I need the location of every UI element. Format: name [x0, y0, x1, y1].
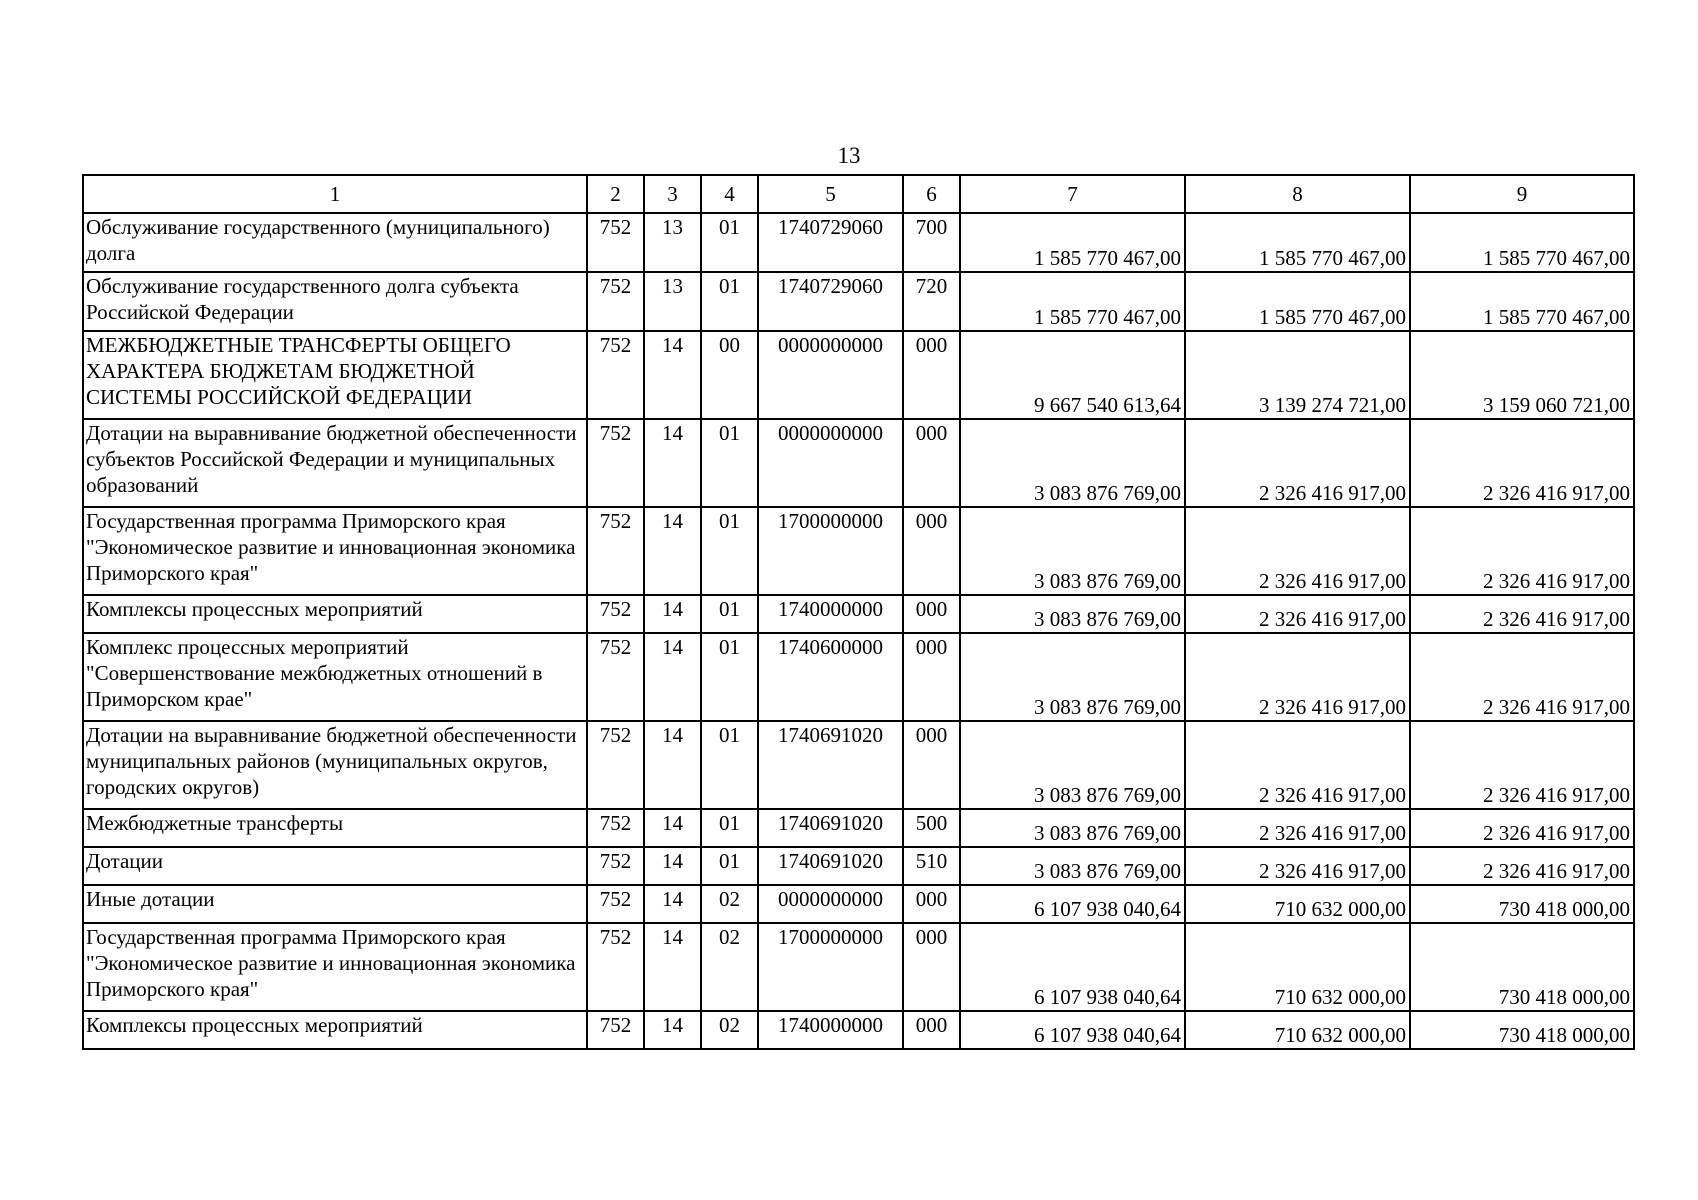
cell-amount-col9: 1 585 770 467,00	[1410, 213, 1634, 272]
cell-amount-col8: 2 326 416 917,00	[1185, 721, 1410, 809]
cell-ministry-code: 752	[587, 331, 644, 419]
cell-amount-col9: 1 585 770 467,00	[1410, 272, 1634, 331]
cell-subsection: 01	[701, 507, 758, 595]
row-name: Комплексы процессных мероприятий	[83, 1011, 587, 1049]
column-header: 7	[960, 175, 1185, 213]
cell-ministry-code: 752	[587, 885, 644, 923]
row-name: Дотации на выравнивание бюджетной обеспеченности муниципальных районов (муниципальных округов, городских округов)	[83, 721, 587, 809]
cell-amount-col9: 2 326 416 917,00	[1410, 721, 1634, 809]
cell-ministry-code: 752	[587, 923, 644, 1011]
cell-amount-col9: 2 326 416 917,00	[1410, 633, 1634, 721]
cell-amount-col7: 6 107 938 040,64	[960, 923, 1185, 1011]
cell-section: 13	[644, 272, 701, 331]
cell-ministry-code: 752	[587, 809, 644, 847]
cell-ministry-code: 752	[587, 419, 644, 507]
cell-amount-col8: 2 326 416 917,00	[1185, 633, 1410, 721]
cell-subsection: 01	[701, 633, 758, 721]
cell-amount-col7: 3 083 876 769,00	[960, 633, 1185, 721]
cell-expense-type: 000	[903, 331, 960, 419]
cell-target-article: 1740729060	[758, 272, 903, 331]
cell-amount-col7: 9 667 540 613,64	[960, 331, 1185, 419]
cell-subsection: 01	[701, 847, 758, 885]
cell-expense-type: 500	[903, 809, 960, 847]
row-name: Комплекс процессных мероприятий "Совершенствование межбюджетных отношений в Приморском крае"	[83, 633, 587, 721]
cell-expense-type: 000	[903, 885, 960, 923]
cell-section: 14	[644, 595, 701, 633]
cell-amount-col8: 2 326 416 917,00	[1185, 595, 1410, 633]
cell-subsection: 01	[701, 809, 758, 847]
cell-ministry-code: 752	[587, 213, 644, 272]
cell-expense-type: 000	[903, 1011, 960, 1049]
cell-amount-col9: 2 326 416 917,00	[1410, 419, 1634, 507]
cell-subsection: 01	[701, 721, 758, 809]
cell-ministry-code: 752	[587, 272, 644, 331]
cell-amount-col9: 2 326 416 917,00	[1410, 507, 1634, 595]
cell-amount-col7: 3 083 876 769,00	[960, 419, 1185, 507]
cell-amount-col7: 3 083 876 769,00	[960, 847, 1185, 885]
cell-ministry-code: 752	[587, 1011, 644, 1049]
cell-amount-col7: 3 083 876 769,00	[960, 721, 1185, 809]
column-header: 5	[758, 175, 903, 213]
column-header: 6	[903, 175, 960, 213]
cell-expense-type: 000	[903, 419, 960, 507]
cell-section: 13	[644, 213, 701, 272]
cell-amount-col8: 2 326 416 917,00	[1185, 507, 1410, 595]
cell-amount-col8: 710 632 000,00	[1185, 885, 1410, 923]
cell-expense-type: 510	[903, 847, 960, 885]
table-row	[83, 885, 1634, 923]
cell-amount-col9: 2 326 416 917,00	[1410, 847, 1634, 885]
cell-target-article: 1740000000	[758, 1011, 903, 1049]
cell-amount-col8: 1 585 770 467,00	[1185, 272, 1410, 331]
cell-target-article: 1700000000	[758, 507, 903, 595]
cell-amount-col7: 6 107 938 040,64	[960, 885, 1185, 923]
cell-target-article: 0000000000	[758, 885, 903, 923]
table-row	[83, 272, 1634, 331]
cell-target-article: 1740691020	[758, 809, 903, 847]
cell-ministry-code: 752	[587, 595, 644, 633]
cell-amount-col7: 1 585 770 467,00	[960, 213, 1185, 272]
cell-subsection: 02	[701, 1011, 758, 1049]
cell-amount-col8: 2 326 416 917,00	[1185, 847, 1410, 885]
cell-subsection: 01	[701, 272, 758, 331]
row-name: Комплексы процессных мероприятий	[83, 595, 587, 633]
column-header: 3	[644, 175, 701, 213]
cell-ministry-code: 752	[587, 721, 644, 809]
cell-target-article: 1700000000	[758, 923, 903, 1011]
cell-subsection: 01	[701, 419, 758, 507]
row-name: Дотации	[83, 847, 587, 885]
row-name: Государственная программа Приморского края "Экономическое развитие и инновационная экономика Приморского края"	[83, 923, 587, 1011]
column-header: 9	[1410, 175, 1634, 213]
cell-subsection: 00	[701, 331, 758, 419]
table-row	[83, 213, 1634, 272]
cell-expense-type: 700	[903, 213, 960, 272]
table-row	[83, 1011, 1634, 1049]
cell-section: 14	[644, 419, 701, 507]
table-row	[83, 809, 1634, 847]
cell-section: 14	[644, 507, 701, 595]
cell-amount-col7: 1 585 770 467,00	[960, 272, 1185, 331]
cell-expense-type: 000	[903, 507, 960, 595]
cell-target-article: 1740600000	[758, 633, 903, 721]
cell-amount-col9: 2 326 416 917,00	[1410, 595, 1634, 633]
table-row	[83, 419, 1634, 507]
cell-target-article: 1740691020	[758, 721, 903, 809]
row-name: Иные дотации	[83, 885, 587, 923]
cell-expense-type: 000	[903, 633, 960, 721]
cell-target-article: 1740729060	[758, 213, 903, 272]
header-row	[83, 175, 1634, 213]
column-header: 8	[1185, 175, 1410, 213]
cell-target-article: 1740000000	[758, 595, 903, 633]
cell-amount-col8: 710 632 000,00	[1185, 1011, 1410, 1049]
cell-section: 14	[644, 847, 701, 885]
cell-expense-type: 000	[903, 721, 960, 809]
cell-ministry-code: 752	[587, 847, 644, 885]
cell-section: 14	[644, 923, 701, 1011]
page-number: 13	[837, 143, 861, 168]
cell-section: 14	[644, 721, 701, 809]
table-row	[83, 923, 1634, 1011]
cell-expense-type: 000	[903, 595, 960, 633]
row-name: Межбюджетные трансферты	[83, 809, 587, 847]
cell-expense-type: 000	[903, 923, 960, 1011]
cell-amount-col7: 3 083 876 769,00	[960, 809, 1185, 847]
cell-section: 14	[644, 885, 701, 923]
cell-amount-col8: 710 632 000,00	[1185, 923, 1410, 1011]
cell-amount-col8: 1 585 770 467,00	[1185, 213, 1410, 272]
row-name: Государственная программа Приморского края "Экономическое развитие и инновационная экономика Приморского края"	[83, 507, 587, 595]
cell-amount-col9: 730 418 000,00	[1410, 1011, 1634, 1049]
table-row	[83, 633, 1634, 721]
cell-section: 14	[644, 1011, 701, 1049]
cell-section: 14	[644, 809, 701, 847]
table-row	[83, 595, 1634, 633]
cell-amount-col7: 3 083 876 769,00	[960, 507, 1185, 595]
row-name: Обслуживание государственного (муниципального) долга	[83, 213, 587, 272]
cell-section: 14	[644, 331, 701, 419]
cell-amount-col7: 6 107 938 040,64	[960, 1011, 1185, 1049]
table-row	[83, 721, 1634, 809]
cell-subsection: 02	[701, 923, 758, 1011]
cell-amount-col9: 2 326 416 917,00	[1410, 809, 1634, 847]
cell-target-article: 0000000000	[758, 331, 903, 419]
cell-amount-col9: 730 418 000,00	[1410, 923, 1634, 1011]
cell-subsection: 01	[701, 595, 758, 633]
cell-section: 14	[644, 633, 701, 721]
row-name: Дотации на выравнивание бюджетной обеспеченности субъектов Российской Федерации и муниципальных образований	[83, 419, 587, 507]
column-header: 1	[83, 175, 587, 213]
cell-expense-type: 720	[903, 272, 960, 331]
cell-amount-col7: 3 083 876 769,00	[960, 595, 1185, 633]
cell-ministry-code: 752	[587, 507, 644, 595]
column-header: 4	[701, 175, 758, 213]
cell-subsection: 02	[701, 885, 758, 923]
table-row	[83, 847, 1634, 885]
cell-ministry-code: 752	[587, 633, 644, 721]
cell-amount-col8: 2 326 416 917,00	[1185, 809, 1410, 847]
cell-amount-col9: 730 418 000,00	[1410, 885, 1634, 923]
cell-target-article: 1740691020	[758, 847, 903, 885]
cell-amount-col9: 3 159 060 721,00	[1410, 331, 1634, 419]
cell-target-article: 0000000000	[758, 419, 903, 507]
row-name: Обслуживание государственного долга субъекта Российской Федерации	[83, 272, 587, 331]
cell-amount-col8: 3 139 274 721,00	[1185, 331, 1410, 419]
table-row	[83, 507, 1634, 595]
budget-table	[82, 174, 1635, 1050]
row-name: МЕЖБЮДЖЕТНЫЕ ТРАНСФЕРТЫ ОБЩЕГО ХАРАКТЕРА БЮДЖЕТАМ БЮДЖЕТНОЙ СИСТЕМЫ РОССИЙСКОЙ ФЕДЕРАЦИИ	[83, 331, 587, 419]
cell-subsection: 01	[701, 213, 758, 272]
column-header: 2	[587, 175, 644, 213]
table-row	[83, 331, 1634, 419]
cell-amount-col8: 2 326 416 917,00	[1185, 419, 1410, 507]
